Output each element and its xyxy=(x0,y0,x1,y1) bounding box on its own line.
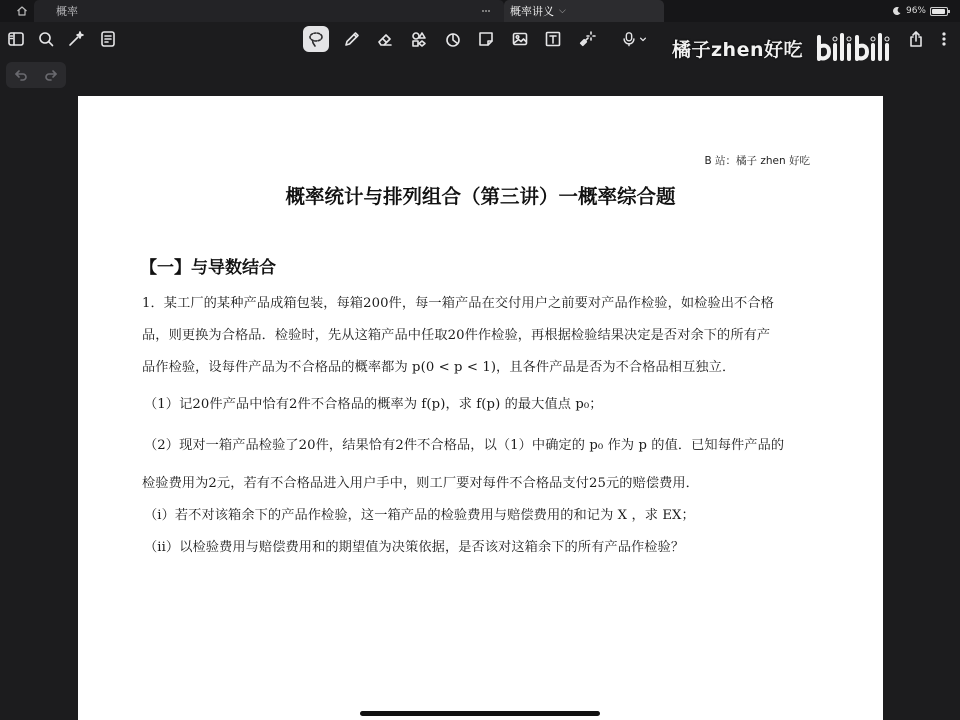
question-2-part-i: （i）若不对该箱余下的产品作检验，这一箱产品的检验费用与赔偿费用的和记为 X ，求 EX； xyxy=(144,508,695,523)
section-heading: 【一】与导数结合 xyxy=(140,258,276,278)
status-area xyxy=(892,0,948,22)
question-2-line: （2）现对一箱产品检验了20件，结果恰有2件不合格品，以（1）中确定的 p₀ 作为 p 的值．已知每件产品的 xyxy=(144,438,785,453)
battery-icon xyxy=(930,7,948,16)
uploader-watermark xyxy=(672,30,909,66)
tab-label: 概率讲义 xyxy=(510,5,554,18)
question-1: （1）记20件产品中恰有2件不合格品的概率为 f(p)，求 f(p) 的最大值点 p₀； xyxy=(144,397,603,412)
document-page[interactable] xyxy=(78,96,883,720)
problem-text-line: 品，则更换为合格品．检验时，先从这箱产品中任取20件作检验，再根据检验结果决定是否对余下的所有产 xyxy=(142,328,771,343)
shapes-icon[interactable] xyxy=(407,27,431,51)
close-tab-icon[interactable] xyxy=(480,5,492,17)
document-title: 概率统计与排列组合（第三讲）一概率综合题 xyxy=(285,185,676,208)
redo-icon xyxy=(44,68,58,82)
pen-icon[interactable] xyxy=(340,27,364,51)
question-2-line: 检验费用为2元，若有不合格品进入用户手中，则工厂要对每件不合格品支付25元的赔偿费用． xyxy=(142,476,699,491)
undo-icon xyxy=(14,68,28,82)
battery-level xyxy=(932,9,945,14)
chevron-down-icon xyxy=(639,30,647,48)
undo-redo-group xyxy=(6,62,66,88)
image-icon[interactable] xyxy=(508,27,532,51)
laser-pointer-icon[interactable] xyxy=(575,27,599,51)
microphone-icon[interactable] xyxy=(616,27,652,51)
tab-label: 概率 xyxy=(56,5,78,18)
magic-sparkle-icon[interactable] xyxy=(64,27,88,51)
undo-button[interactable] xyxy=(6,62,36,88)
question-2-part-ii: （ii）以检验费用与赔偿费用和的期望值为决策依据，是否该对这箱余下的所有产品作检验？ xyxy=(144,540,685,555)
more-options-icon[interactable] xyxy=(932,27,956,51)
home-icon xyxy=(16,5,28,17)
lasso-icon[interactable] xyxy=(303,26,329,52)
source-note: B 站：橘子 zhen 好吃 xyxy=(704,155,810,167)
sticky-note-icon[interactable] xyxy=(474,27,498,51)
text-box-icon[interactable] xyxy=(541,27,565,51)
problem-text-line: 1．某工厂的某种产品成箱包装，每箱200件，每一箱产品在交付用户之前要对产品作检验，如检验出不合格 xyxy=(142,296,774,311)
tab-document-2[interactable] xyxy=(504,0,664,22)
moon-icon xyxy=(892,6,902,16)
tab-bar xyxy=(0,0,960,22)
tab-document-1[interactable] xyxy=(34,0,504,22)
home-button[interactable] xyxy=(10,0,34,22)
highlighter-icon[interactable] xyxy=(441,27,465,51)
document-list-icon[interactable] xyxy=(96,27,120,51)
sidebar-icon[interactable] xyxy=(4,27,28,51)
search-icon[interactable] xyxy=(34,27,58,51)
eraser-icon[interactable] xyxy=(373,27,397,51)
chevron-down-icon[interactable]: ⌵ xyxy=(559,6,566,16)
watermark-name: 橘子zhen好吃 xyxy=(672,38,803,61)
redo-button[interactable] xyxy=(36,62,66,88)
battery-percent: 96% xyxy=(905,6,926,16)
home-indicator[interactable] xyxy=(360,711,600,716)
bilibili-logo xyxy=(813,31,909,65)
problem-text-line: 品作检验，设每件产品为不合格品的概率都为 p(0 < p < 1)，且各件产品是否为不合格品相互独立． xyxy=(142,360,736,375)
